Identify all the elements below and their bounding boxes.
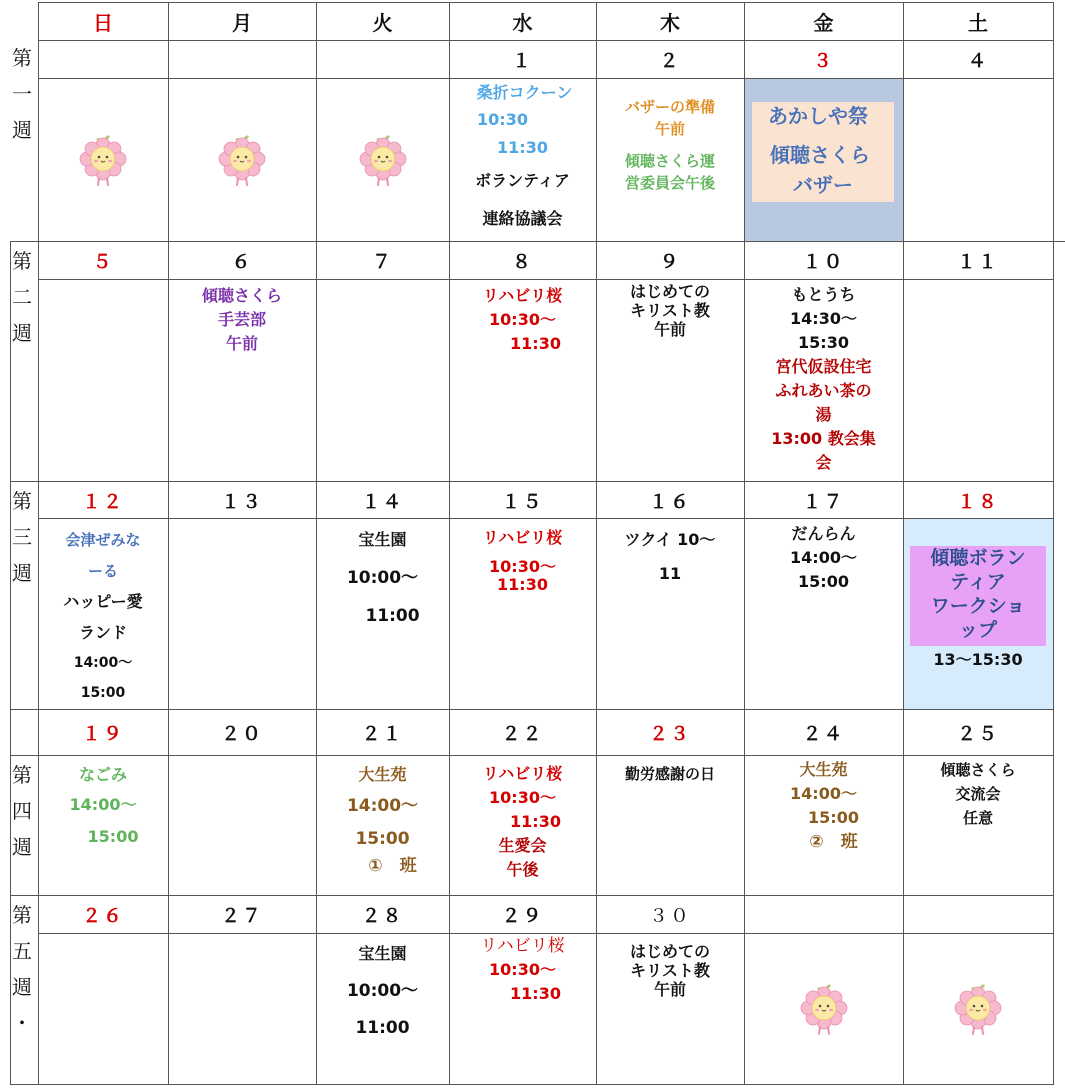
date-22 bbox=[449, 710, 596, 755]
event-line: 桑折コクーン bbox=[476, 83, 573, 102]
event-line: 営委員会午後 bbox=[624, 174, 715, 192]
weekday-sat bbox=[903, 2, 1053, 40]
date-number: ２６ bbox=[81, 905, 124, 927]
date-number: ２０ bbox=[220, 723, 263, 745]
week-label-char: 二 bbox=[12, 285, 32, 309]
event-line: 14:00〜 bbox=[790, 784, 857, 803]
week-label-char: 第 bbox=[12, 249, 32, 273]
events-d16 bbox=[596, 526, 744, 706]
date-11 bbox=[903, 242, 1053, 279]
event-line: バザー bbox=[793, 173, 853, 197]
date-3 bbox=[744, 40, 903, 78]
event-line: 10:30 bbox=[477, 110, 528, 129]
event-line: 午前 bbox=[225, 334, 258, 353]
date-number: １６ bbox=[648, 490, 691, 513]
week-label-2 bbox=[8, 243, 36, 351]
date-7 bbox=[316, 242, 449, 279]
events-d8 bbox=[449, 284, 596, 474]
event-line: 11:30 bbox=[510, 334, 561, 353]
event-line: 任意 bbox=[962, 809, 993, 827]
week-label-char: 四 bbox=[12, 799, 32, 823]
date-1 bbox=[449, 40, 596, 78]
grid-line bbox=[903, 2, 904, 1085]
event-line: 14:00〜 bbox=[69, 795, 137, 814]
date-12 bbox=[38, 482, 168, 518]
flower-cell bbox=[168, 79, 316, 241]
date-number: ２２ bbox=[501, 723, 544, 745]
events-d12 bbox=[38, 524, 168, 708]
event-line: 11:00 bbox=[355, 1018, 410, 1038]
grid-line bbox=[10, 755, 1054, 756]
date-29 bbox=[449, 896, 596, 933]
event-line: 勤労感謝の日 bbox=[624, 765, 715, 783]
weekday-label: 日 bbox=[93, 10, 113, 35]
events-d24 bbox=[744, 758, 903, 888]
event-line: 14:30〜 bbox=[790, 309, 857, 328]
weekday-fri bbox=[744, 2, 903, 40]
date-25 bbox=[903, 710, 1053, 755]
events-d18 bbox=[903, 546, 1053, 706]
events-d25 bbox=[903, 758, 1053, 888]
weekday-thu bbox=[596, 2, 744, 40]
date-number: １４ bbox=[361, 490, 404, 513]
date-number: １１ bbox=[956, 251, 999, 273]
date-30 bbox=[596, 896, 744, 933]
week-label-5 bbox=[8, 897, 36, 1041]
event-line: 10:30〜 bbox=[489, 310, 556, 329]
date-number: ２３ bbox=[648, 723, 691, 745]
week-label-3 bbox=[8, 483, 36, 591]
event-line: ワークショ bbox=[930, 595, 1026, 617]
event-line: 午前 bbox=[653, 980, 686, 999]
event-line: 11:30 bbox=[510, 984, 561, 1003]
event-line: 傾聴ボラン bbox=[930, 547, 1026, 569]
events-d28 bbox=[316, 936, 449, 1082]
event-line: 14:00〜 bbox=[346, 796, 419, 816]
week-label-char: 週 bbox=[12, 561, 32, 585]
event-line: 10:30〜 bbox=[489, 788, 556, 807]
date-number: １９ bbox=[81, 723, 124, 745]
events-d22 bbox=[449, 762, 596, 892]
event-line: ハッピー愛 bbox=[63, 592, 143, 611]
week-label-char: 週 bbox=[12, 975, 32, 999]
event-line: 11:30 bbox=[497, 575, 548, 594]
date-18 bbox=[903, 482, 1053, 518]
event-line: ふれあい茶の bbox=[775, 381, 872, 400]
events-d17 bbox=[744, 522, 903, 706]
event-line: だんらん bbox=[791, 524, 856, 543]
date-19 bbox=[38, 710, 168, 755]
events-d3 bbox=[752, 100, 894, 204]
events-d19 bbox=[38, 762, 168, 892]
date-16 bbox=[596, 482, 744, 518]
date-4 bbox=[903, 40, 1053, 78]
event-line: 14:00〜 bbox=[73, 655, 133, 671]
date-number: ６ bbox=[231, 251, 253, 273]
date-number: ２８ bbox=[361, 905, 404, 927]
date-number: ２７ bbox=[220, 905, 263, 927]
event-line: ② 班 bbox=[809, 832, 858, 852]
event-line: 会 bbox=[815, 453, 832, 472]
date-20 bbox=[168, 710, 316, 755]
event-line: キリスト教 bbox=[630, 301, 710, 320]
grid-line bbox=[38, 279, 1054, 280]
weekday-label: 土 bbox=[968, 10, 988, 35]
date-9 bbox=[596, 242, 744, 279]
events-d9 bbox=[596, 282, 744, 472]
date-number: ４ bbox=[967, 49, 989, 72]
flower-mascot-icon bbox=[217, 132, 267, 188]
events-d30 bbox=[596, 942, 744, 1082]
date-number: ３ bbox=[812, 49, 834, 72]
flower-mascot-icon bbox=[78, 132, 128, 188]
event-line: 13〜15:30 bbox=[933, 650, 1023, 669]
week-label-char: 第 bbox=[12, 489, 32, 513]
event-line: ボランティア bbox=[475, 171, 570, 190]
event-line: 15:00 bbox=[808, 808, 859, 827]
date-2 bbox=[596, 40, 744, 78]
week-label-char: 第 bbox=[12, 763, 32, 787]
date-number: １ bbox=[511, 49, 533, 72]
event-line: バザーの準備 bbox=[624, 98, 715, 116]
date-number: １３ bbox=[220, 490, 263, 513]
event-line: ツクイ 10〜 bbox=[624, 530, 716, 549]
events-d1 bbox=[449, 80, 596, 240]
flower-mascot-icon bbox=[358, 132, 408, 188]
weekday-label: 水 bbox=[512, 10, 533, 35]
event-line: 午後 bbox=[506, 860, 539, 879]
event-line: 生愛会 bbox=[498, 836, 547, 855]
date-28 bbox=[316, 896, 449, 933]
date-10 bbox=[744, 242, 903, 279]
event-line: 湯 bbox=[815, 405, 832, 424]
event-line: 13:00 教会集 bbox=[771, 429, 876, 448]
date-number: ２ bbox=[659, 49, 681, 72]
week-label-char: 週 bbox=[12, 321, 32, 345]
event-line: ーる bbox=[87, 562, 118, 580]
event-line: ランド bbox=[78, 623, 127, 642]
events-d6 bbox=[168, 284, 316, 474]
event-line: リハビリ桜 bbox=[482, 764, 563, 783]
date-number: １２ bbox=[81, 490, 124, 513]
events-d23 bbox=[596, 762, 744, 892]
event-line: 傾聴さくら bbox=[940, 761, 1016, 779]
week-label-4 bbox=[8, 757, 36, 865]
event-line: 11 bbox=[658, 564, 682, 583]
date-23 bbox=[596, 710, 744, 755]
week-label-char: 五 bbox=[12, 939, 32, 963]
event-line: はじめての bbox=[629, 942, 710, 961]
event-line: 手芸部 bbox=[217, 310, 266, 329]
date-6 bbox=[168, 242, 316, 279]
event-line: 宝生園 bbox=[358, 530, 407, 549]
event-line: 14:00〜 bbox=[790, 548, 857, 567]
event-line: 傾聴さくら bbox=[770, 143, 870, 167]
weekday-label: 木 bbox=[660, 10, 680, 35]
event-line: 15:30 bbox=[798, 333, 849, 352]
weekday-label: 月 bbox=[232, 10, 252, 35]
events-d2 bbox=[596, 96, 744, 236]
week-label-1 bbox=[8, 40, 36, 148]
date-number: ３０ bbox=[648, 905, 691, 927]
event-line: 11:30 bbox=[510, 812, 561, 831]
event-line: なごみ bbox=[78, 765, 127, 784]
event-line: 宮代仮設住宅 bbox=[775, 357, 872, 376]
flower-mascot-icon bbox=[799, 981, 849, 1037]
event-line: 11:30 bbox=[497, 138, 548, 157]
date-24 bbox=[744, 710, 903, 755]
date-number: ８ bbox=[511, 251, 533, 273]
event-line: キリスト教 bbox=[630, 961, 710, 980]
date-17 bbox=[744, 482, 903, 518]
event-line: 会津ぜみな bbox=[65, 531, 141, 549]
date-8 bbox=[449, 242, 596, 279]
event-line: はじめての bbox=[629, 282, 710, 301]
event-line: 大生苑 bbox=[799, 760, 848, 779]
date-number: ２４ bbox=[802, 723, 845, 745]
flower-cell bbox=[316, 79, 449, 241]
grid-line bbox=[38, 518, 1054, 519]
event-line: ップ bbox=[958, 619, 997, 641]
week-label-char: 第 bbox=[12, 903, 32, 927]
event-line: 傾聴さくら bbox=[201, 286, 282, 305]
date-number: １８ bbox=[956, 490, 999, 513]
event-line: 15:00 bbox=[87, 827, 139, 846]
event-line: 15:00 bbox=[355, 829, 410, 849]
weekday-label: 金 bbox=[813, 10, 834, 35]
event-line: 15:00 bbox=[798, 572, 849, 591]
event-line: 宝生園 bbox=[358, 944, 407, 963]
week-label-char: 第 bbox=[12, 46, 32, 70]
flower-cell bbox=[38, 79, 168, 241]
date-number: １５ bbox=[501, 490, 544, 513]
weekday-sun bbox=[38, 2, 168, 40]
event-line: あかしや祭 bbox=[768, 104, 868, 128]
weekday-label: 火 bbox=[372, 10, 393, 35]
flower-cell bbox=[903, 934, 1053, 1084]
events-d21 bbox=[316, 762, 449, 892]
week-label-char: ・ bbox=[12, 1011, 32, 1035]
event-line: 15:00 bbox=[80, 685, 126, 701]
event-line: 午前 bbox=[653, 320, 686, 339]
event-line: リハビリ桜 bbox=[482, 528, 563, 547]
date-5 bbox=[38, 242, 168, 279]
date-number: ５ bbox=[92, 251, 114, 273]
event-line: ティア bbox=[950, 571, 1006, 593]
date-15 bbox=[449, 482, 596, 518]
event-line: リハビリ桜 bbox=[480, 936, 565, 956]
week-label-char: 週 bbox=[12, 835, 32, 859]
date-26 bbox=[38, 896, 168, 933]
date-number: ２５ bbox=[956, 723, 999, 745]
event-line: 傾聴さくら運 bbox=[624, 152, 715, 170]
weekday-mon bbox=[168, 2, 316, 40]
event-line: もとうち bbox=[791, 285, 856, 304]
event-line: 交流会 bbox=[955, 785, 1001, 803]
weekday-tue bbox=[316, 2, 449, 40]
date-number: ９ bbox=[659, 251, 681, 273]
week-label-char: 三 bbox=[12, 525, 32, 549]
grid-line bbox=[1053, 2, 1054, 1085]
flower-cell bbox=[744, 934, 903, 1084]
events-d14 bbox=[316, 522, 449, 706]
date-number: ２１ bbox=[361, 723, 404, 745]
date-number: ７ bbox=[371, 251, 393, 273]
event-line: 11:00 bbox=[365, 606, 420, 626]
week-label-char: 週 bbox=[12, 118, 32, 142]
event-line: 10:30〜 bbox=[489, 557, 556, 576]
date-21 bbox=[316, 710, 449, 755]
events-d29 bbox=[449, 934, 596, 1080]
date-number: １０ bbox=[802, 251, 845, 273]
event-line: 10:30〜 bbox=[489, 960, 556, 979]
event-line: ① 班 bbox=[368, 856, 417, 876]
date-14 bbox=[316, 482, 449, 518]
event-line: リハビリ桜 bbox=[482, 286, 563, 305]
event-line: 連絡協議会 bbox=[482, 209, 563, 228]
date-13 bbox=[168, 482, 316, 518]
grid-line bbox=[10, 1084, 1054, 1085]
events-d15 bbox=[449, 526, 596, 706]
event-line: 大生苑 bbox=[358, 765, 407, 784]
event-line: 10:00〜 bbox=[346, 568, 419, 588]
flower-mascot-icon bbox=[953, 981, 1003, 1037]
event-line: 午前 bbox=[654, 120, 685, 138]
weekday-wed bbox=[449, 2, 596, 40]
event-line: 10:00〜 bbox=[346, 981, 419, 1001]
date-number: １７ bbox=[802, 490, 845, 513]
events-d10 bbox=[744, 283, 903, 479]
week-label-char: 一 bbox=[12, 82, 32, 106]
date-27 bbox=[168, 896, 316, 933]
date-number: ２９ bbox=[501, 905, 544, 927]
